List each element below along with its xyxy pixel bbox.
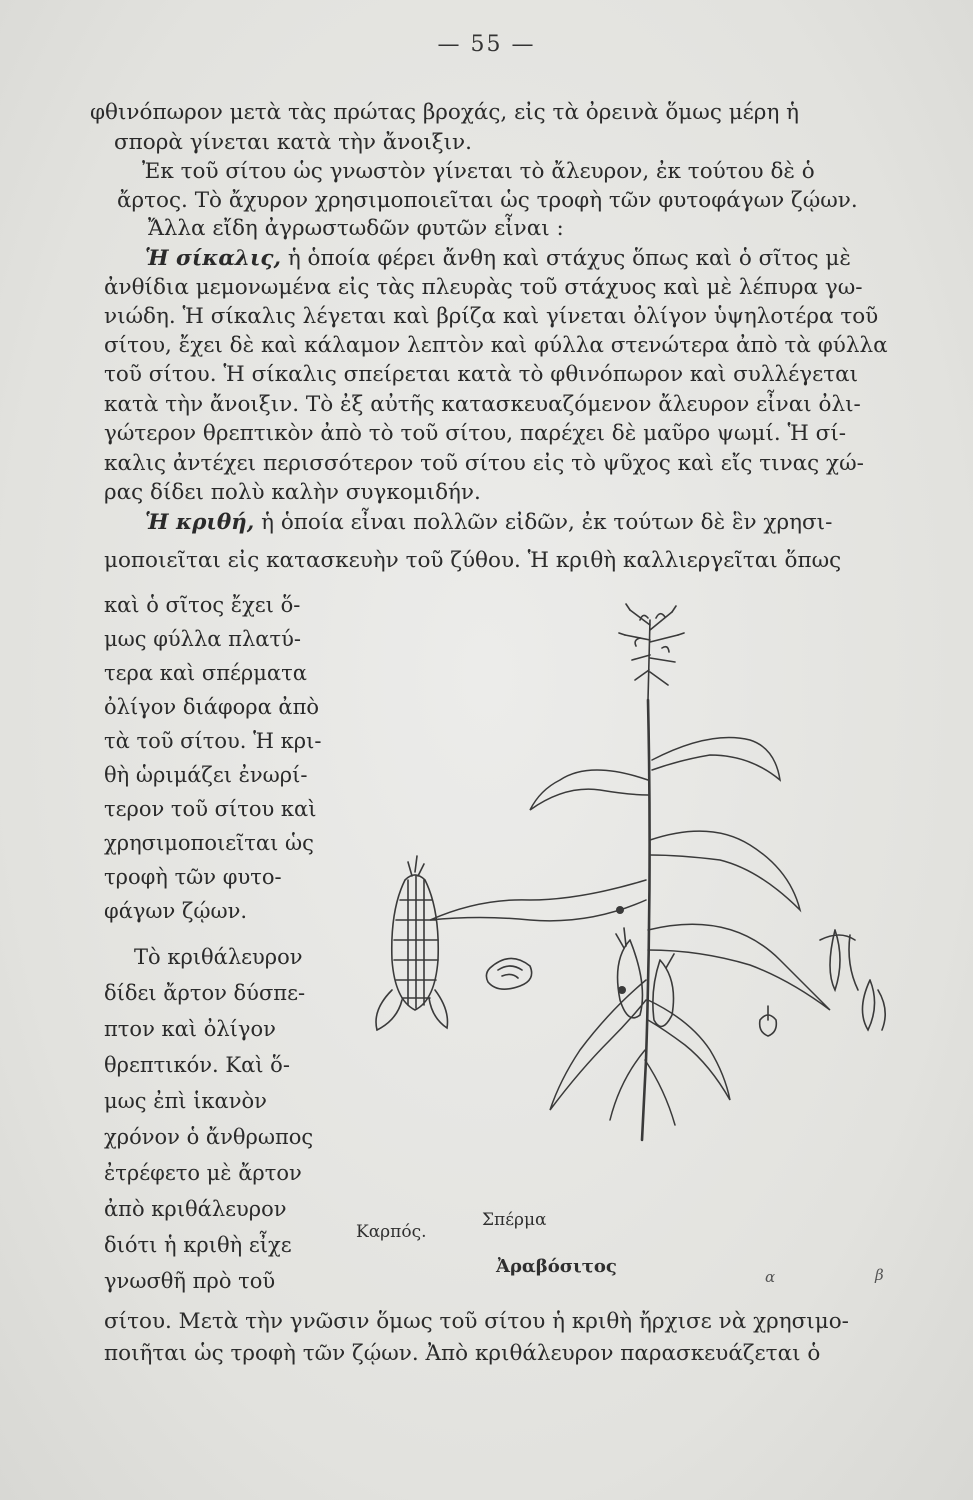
text-line: ἀνθίδια μεμονωμένα εἰς τὰς πλευρὰς τοῦ στάχυος καὶ μὲ λέπυρα γω-	[104, 275, 863, 300]
figure-title: Ἀραβόσιτος	[496, 1256, 617, 1277]
column-line: Τὸ κριθάλευρον	[134, 945, 303, 969]
column-line: γνωσθῆ πρὸ τοῦ	[104, 1269, 276, 1293]
text-line: ἄρτος. Τὸ ἄχυρον χρησιμοποιεῖται ὡς τροφὴ τῶν φυτοφάγων ζῴων.	[117, 188, 858, 213]
flower-parts-illustration	[760, 930, 886, 1036]
text-line: μοποιεῖται εἰς κατασκευὴν τοῦ ζύθου. Ἡ κριθὴ καλλιεργεῖται ὅπως	[104, 548, 842, 573]
column-line: διότι ἡ κριθὴ εἶχε	[104, 1233, 292, 1257]
column-line: τροφὴ τῶν φυτο-	[104, 865, 282, 889]
dot-mark	[616, 906, 624, 914]
page-number: — 55 —	[437, 32, 536, 57]
tassel-illustration	[619, 604, 684, 700]
column-line: τερον τοῦ σίτου καὶ	[104, 797, 317, 821]
column-line: χρόνον ὁ ἄνθρωπος	[104, 1125, 314, 1149]
column-line: ἐτρέφετο μὲ ἄρτον	[104, 1161, 302, 1185]
caption-b: β	[875, 1266, 884, 1284]
text-line: φθινόπωρον μετὰ τὰς πρώτας βροχάς, εἰς τὰ ὀρεινὰ ὅμως μέρη ἡ	[90, 100, 800, 125]
seed-illustration	[486, 958, 531, 989]
text-line: σίτου. Μετὰ τὴν γνῶσιν ὅμως τοῦ σίτου ἡ κριθὴ ἤρχισε νὰ χρησιμο-	[104, 1309, 849, 1334]
column-line: θρεπτικόν. Καὶ ὅ-	[104, 1053, 290, 1077]
text-line: Ἐκ τοῦ σίτου ὡς γνωστὸν γίνεται τὸ ἄλευρον, ἐκ τούτου δὲ ὁ	[142, 159, 815, 184]
column-line: καὶ ὁ σῖτος ἔχει ὅ-	[104, 593, 301, 617]
term-sikalis: Ἡ σίκαλις,	[145, 246, 281, 271]
text-line: καλις ἀντέχει περισσότερον τοῦ σίτου εἰς τὸ ψῦχος καὶ εἴς τινας χώ-	[104, 451, 864, 476]
fruit-illustration	[376, 856, 448, 1030]
caption-seed: Σπέρμα	[482, 1210, 547, 1230]
text-line: ρας δίδει πολὺ καλὴν συγκομιδήν.	[104, 480, 481, 505]
column-line: μως ἐπὶ ἱκανὸν	[104, 1089, 267, 1113]
leaves-illustration	[430, 738, 830, 1126]
text-line: σπορὰ γίνεται κατὰ τὴν ἄνοιξιν.	[114, 130, 472, 155]
column-line: ἀπὸ κριθάλευρον	[104, 1197, 287, 1221]
term-krithi: Ἡ κριθή,	[145, 510, 255, 535]
text-line: κατὰ τὴν ἄνοιξιν. Τὸ ἐξ αὐτῆς κατασκευαζόμενον ἄλευρον εἶναι ὀλι-	[104, 392, 861, 417]
text-line: ποιῆται ὡς τροφὴ τῶν ζῴων. Ἀπὸ κριθάλευρον παρασκευάζεται ὁ	[104, 1341, 821, 1366]
caption-a: α	[765, 1268, 776, 1286]
column-line: θὴ ὡριμάζει ἐνωρί-	[104, 763, 308, 787]
text-line: τοῦ σίτου. Ἡ σίκαλις σπείρεται κατὰ τὸ φθινόπωρον καὶ συλλέγεται	[104, 362, 859, 387]
column-line: χρησιμοποιεῖται ὡς	[104, 831, 314, 855]
text-line: Ἄλλα εἴδη ἀγρωστωδῶν φυτῶν εἶναι :	[148, 216, 564, 241]
text-line-krithi	[145, 508, 832, 538]
text-sikalis-rest: ἡ ὁποία φέρει ἄνθη καὶ στάχυς ὅπως καὶ ὁ σῖτος μὲ	[287, 246, 851, 271]
text-line: σίτου, ἔχει δὲ καὶ κάλαμον λεπτὸν καὶ φύλλα στενώτερα ἀπὸ τὰ φύλλα	[104, 333, 888, 358]
column-line: τὰ τοῦ σίτου. Ἡ κρι-	[104, 729, 322, 753]
text-line: νιώδη. Ἡ σίκαλις λέγεται καὶ βρίζα καὶ γίνεται ὀλίγον ὑψηλοτέρα τοῦ	[104, 304, 879, 329]
column-line: δίδει ἄρτον δύσπε-	[104, 981, 306, 1005]
text-line-sikalis	[145, 244, 851, 274]
stalk-illustration	[642, 700, 650, 1140]
column-line: φάγων ζῴων.	[104, 899, 248, 923]
maize-illustration	[330, 580, 930, 1300]
column-line: μως φύλλα πλατύ-	[104, 627, 301, 651]
column-line: ὀλίγον διάφορα ἀπὸ	[104, 695, 320, 719]
column-line: πτον καὶ ὀλίγον	[104, 1017, 276, 1041]
text-line: γώτερον θρεπτικὸν ἀπὸ τὸ τοῦ σίτου, παρέχει δὲ μαῦρο ψωμί. Ἡ σί-	[104, 421, 847, 446]
caption-fruit: Καρπός.	[356, 1222, 427, 1242]
text-krithi-rest: ἡ ὁποία εἶναι πολλῶν εἰδῶν, ἐκ τούτων δὲ ἓν χρησι-	[261, 510, 833, 535]
column-line: τερα καὶ σπέρματα	[104, 661, 307, 685]
dot-mark	[618, 986, 626, 994]
ears-illustration	[616, 928, 674, 1026]
